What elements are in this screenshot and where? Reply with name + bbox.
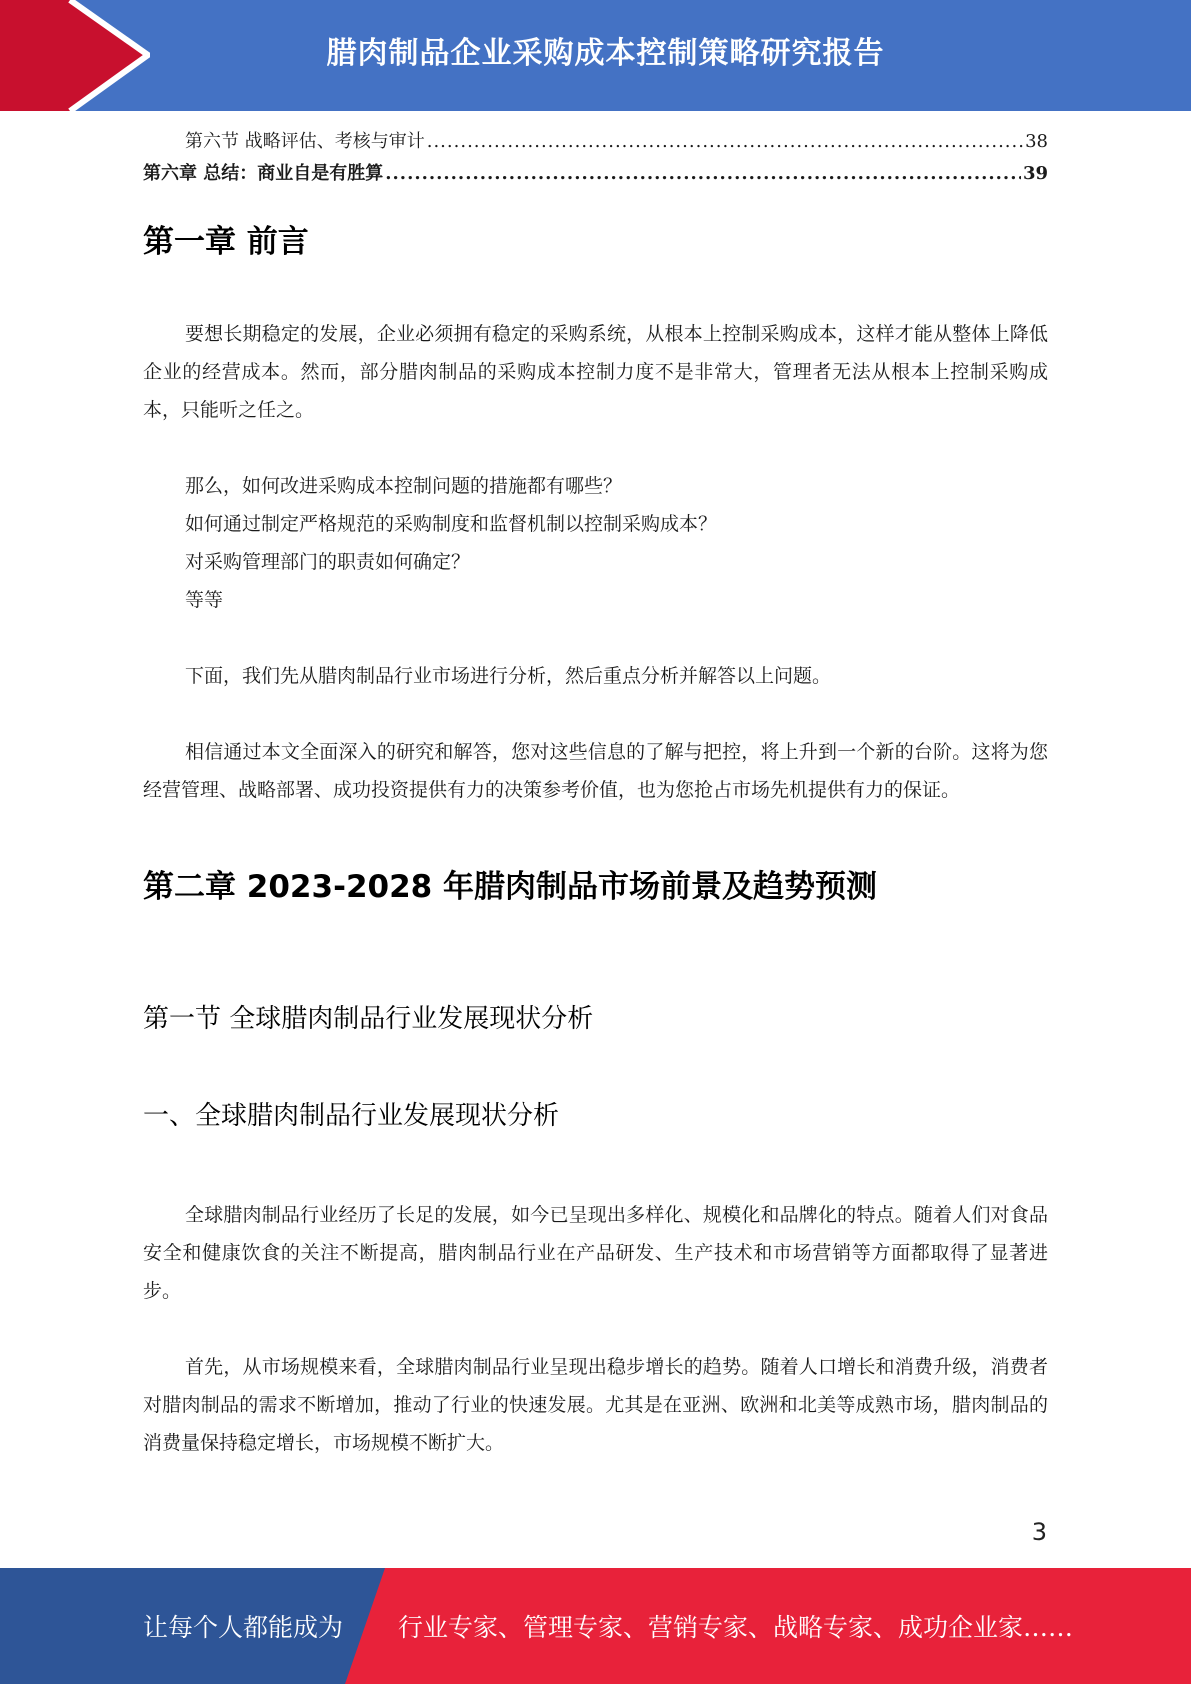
footer-slogan-right: 行业专家、管理专家、营销专家、战略专家、成功企业家…… [398, 1613, 1074, 1642]
toc-leader-dots [385, 158, 1021, 190]
toc-entry[interactable] [143, 158, 1048, 190]
page-footer [0, 1568, 1191, 1684]
question-item: 对采购管理部门的职责如何确定？ [185, 551, 471, 573]
chapter1-heading: 第一章 前言 [143, 224, 309, 260]
chapter2-paragraph: 首先，从市场规模来看，全球腊肉制品行业呈现出稳步增长的趋势。随着人口增长和消费升级，消费者对腊肉制品的需求不断增加，推动了行业的快速发展。尤其是在亚洲、欧洲和北美等成熟市场，腊肉制品的消费量保持稳定增长，市场规模不断扩大。 [143, 1356, 1048, 1454]
section-heading: 第一节 全球腊肉制品行业发展现状分析 [143, 1004, 594, 1034]
subsection-heading: 一、全球腊肉制品行业发展现状分析 [143, 1101, 560, 1131]
toc-entry-label: 第六章 总结：商业自是有胜算 [143, 163, 384, 184]
page-content [143, 126, 1048, 1462]
page-header [0, 0, 1191, 111]
chapter2-heading: 第二章 2023-2028 年腊肉制品市场前景及趋势预测 [143, 869, 878, 905]
table-of-contents [143, 126, 1048, 190]
question-item: 如何通过制定严格规范的采购制度和监督机制以控制采购成本？ [185, 513, 718, 535]
chapter2-paragraph: 全球腊肉制品行业经历了长足的发展，如今已呈现出多样化、规模化和品牌化的特点。随着人们对食品安全和健康饮食的关注不断提高，腊肉制品行业在产品研发、生产技术和市场营销等方面都取得了显著进步。 [143, 1204, 1048, 1302]
toc-leader-dots [427, 126, 1023, 158]
report-title: 腊肉制品企业采购成本控制策略研究报告 [326, 36, 885, 71]
toc-entry[interactable] [143, 126, 1048, 158]
chapter1-paragraph: 要想长期稳定的发展，企业必须拥有稳定的采购系统，从根本上控制采购成本，这样才能从整体上降低企业的经营成本。然而，部分腊肉制品的采购成本控制力度不是非常大，管理者无法从根本上控制采购成本，只能听之任之。 [143, 323, 1048, 421]
toc-entry-page: 39 [1022, 163, 1048, 184]
question-item: 等等 [185, 589, 224, 611]
chapter1-paragraph: 相信通过本文全面深入的研究和解答，您对这些信息的了解与把控，将上升到一个新的台阶。这将为您经营管理、战略部署、成功投资提供有力的决策参考价值，也为您抢占市场先机提供有力的保证。 [143, 741, 1048, 801]
chapter1-paragraph: 下面，我们先从腊肉制品行业市场进行分析，然后重点分析并解答以上问题。 [185, 665, 832, 687]
toc-entry-label: 第六节 战略评估、考核与审计 [185, 131, 425, 152]
toc-entry-page: 38 [1025, 131, 1048, 152]
question-item: 那么，如何改进采购成本控制问题的措施都有哪些？ [185, 475, 623, 497]
footer-slogan-left: 让每个人都能成为 [143, 1613, 344, 1642]
page-number: 3 [1031, 1518, 1047, 1546]
question-list [143, 467, 1048, 619]
